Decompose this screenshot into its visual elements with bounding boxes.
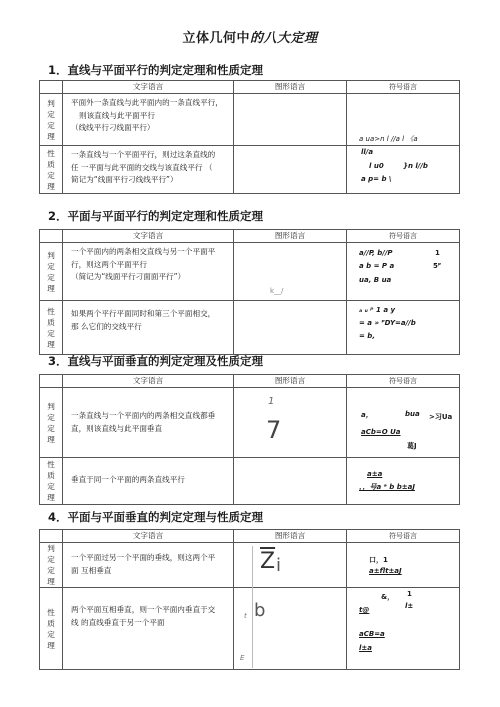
text-line: 行，则这两个平面平行 [71, 259, 147, 269]
text-line: 一条直线与一个平面平行，则过这条直线的 [71, 150, 216, 159]
row-label-text: 判定定理 [47, 250, 55, 293]
header-figure: 图形语言 [234, 375, 347, 388]
figure-mark: k__/ [270, 287, 284, 295]
figure-cell [234, 388, 347, 458]
symbol-text: = a » ᴾDY=a//b [359, 319, 416, 327]
section-heading: 1．直线与平面平行的判定定理和性质定理 [48, 63, 263, 77]
text-cell [63, 588, 234, 670]
header-symbol: 符号语言 [347, 81, 460, 94]
figure-cell [234, 146, 347, 194]
row-label [40, 146, 63, 194]
page-title [0, 27, 500, 46]
row-label-text: 性质定理 [47, 306, 55, 349]
symbol-text: t@ [359, 606, 370, 614]
row-label-text: 判定定理 [47, 98, 55, 141]
text-line: 一条直线与一个平面内的两条相交直线都垂 [71, 411, 216, 420]
symbol-cell [347, 388, 460, 458]
symbol-text: a±flt±aJ [369, 567, 402, 575]
theorem-table [39, 529, 460, 670]
row-label [40, 543, 63, 588]
figure-cell [234, 458, 347, 505]
symbol-text: 1 [435, 249, 440, 257]
header-figure: 图形语言 [234, 81, 347, 94]
symbol-text: a b = P a [359, 262, 395, 270]
symbol-cell [347, 458, 460, 505]
figure-mark: $\overline{Z}$ [260, 549, 276, 574]
symbol-text: l u0 [369, 162, 384, 170]
row-label [40, 388, 63, 458]
text-line: 简记为“线面平行刁线线平行”） [71, 175, 178, 184]
header-symbol: 符号语言 [347, 230, 460, 243]
symbol-text: l±a [359, 644, 372, 652]
symbol-text: }n l//b [403, 162, 428, 170]
symbol-text: aCB=a [359, 630, 385, 638]
symbol-text: aCb=O Ua [361, 428, 401, 436]
text-cell [63, 146, 234, 194]
symbol-cell [347, 588, 460, 670]
theorem-table [39, 374, 460, 505]
row-label [40, 301, 63, 355]
symbol-text: ₐ ᵤ ᵖ 1 a y [359, 306, 396, 314]
corner-cell [40, 375, 63, 388]
text-line: 一个平面过另一个平面的垂线，则这两个平 [71, 553, 216, 562]
text-cell [63, 94, 234, 146]
row-label-text: 判定定理 [47, 544, 55, 586]
symbol-text: l± [405, 602, 414, 610]
text-cell [63, 301, 234, 355]
theorem-table [39, 229, 460, 355]
figure-line [252, 546, 253, 668]
corner-cell [40, 81, 63, 94]
row-label-text: 性质定理 [47, 148, 55, 191]
row-label [40, 588, 63, 670]
figure-cell [234, 94, 347, 146]
symbol-text: 葛J [407, 442, 417, 450]
figure-mark: t [244, 612, 247, 620]
figure-mark: i [276, 555, 282, 576]
row-label [40, 458, 63, 505]
header-symbol: 符号语言 [347, 375, 460, 388]
text-line: （线线平行刁线面平行） [71, 123, 155, 132]
header-text: 文字语言 [63, 375, 234, 388]
symbol-cell [347, 146, 460, 194]
symbol-text: a ua>n l //a l 《a [359, 135, 418, 143]
text-cell [63, 458, 234, 505]
figure-mark: 7 [266, 416, 282, 444]
text-line: 一个平面内的两条相交直线与另一个平面平 [71, 247, 216, 256]
symbol-text: a p= b \ [361, 175, 392, 183]
section-heading: 2．平面与平面平行的判定定理和性质定理 [48, 209, 263, 223]
symbol-cell [347, 301, 460, 355]
symbol-cell [347, 543, 460, 588]
header-text: 文字语言 [63, 230, 234, 243]
header-symbol: 符号语言 [347, 530, 460, 543]
text-line: 平面外一条直线与此平面内的一条直线平行， [71, 98, 223, 107]
symbol-cell [347, 243, 460, 301]
text-line: 线 的直线垂直于另一个平面 [71, 617, 165, 627]
symbol-text: ，，号a ᵃ b b±aJ [359, 483, 415, 491]
symbol-text: ll/a [361, 148, 374, 156]
figure-mark: E [240, 654, 245, 662]
row-label-text: 判定定理 [47, 401, 55, 444]
header-figure: 图形语言 [234, 530, 347, 543]
symbol-text: 口，1 [369, 556, 388, 564]
text-cell [63, 388, 234, 458]
header-text: 文字语言 [63, 81, 234, 94]
figure-cell [234, 543, 347, 588]
row-label [40, 94, 63, 146]
symbol-text: bua [405, 410, 420, 418]
symbol-text: a±a [367, 470, 383, 478]
symbol-text: >习Ua [429, 413, 453, 421]
corner-cell [40, 230, 63, 243]
symbol-text: a//P, b//P [359, 249, 393, 257]
title-part-italic: 的八大定理 [250, 31, 318, 46]
theorem-table [39, 80, 460, 194]
title-part: 立体几何中 [182, 31, 250, 46]
figure-mark: b [254, 600, 266, 621]
figure-cell [234, 588, 347, 670]
text-line: 那 么它们的交线平行 [71, 321, 142, 331]
text-line: 垂直于同一个平面的两条直线平行 [71, 475, 185, 484]
figure-cell [234, 301, 347, 355]
text-line: 则该直线与此平面平行 [79, 110, 155, 120]
row-label [40, 243, 63, 301]
symbol-text: a， [361, 411, 373, 419]
text-line: 直，则该直线与此平面垂直 [71, 423, 163, 433]
text-line: 面 互相垂直 [71, 565, 112, 575]
section-heading: 4．平面与平面垂直的判定定理与性质定理 [48, 510, 263, 524]
section-heading: 3．直线与平面垂直的判定定理及性质定理 [48, 354, 263, 368]
text-cell [63, 543, 234, 588]
symbol-text: 5ᴾ [433, 262, 442, 270]
symbol-text: ua, B ua [359, 276, 392, 284]
text-cell [63, 243, 234, 301]
corner-cell [40, 530, 63, 543]
header-figure: 图形语言 [234, 230, 347, 243]
symbol-text: &， [381, 593, 395, 601]
text-line: 如果两个平行平面同时和第三个平面相交， [71, 309, 216, 318]
symbol-cell [347, 94, 460, 146]
row-label-text: 性质定理 [47, 607, 55, 650]
text-line: 两个平面互相垂直，则一个平面内垂直于交 [71, 605, 216, 614]
row-label-text: 性质定理 [47, 460, 55, 502]
figure-cell [234, 243, 347, 301]
text-line: 任 一平面与此平面的交线与该直线平行 （ [71, 162, 213, 172]
symbol-text: = b, [359, 332, 375, 340]
figure-mark: 1 [268, 396, 275, 407]
header-text: 文字语言 [63, 530, 234, 543]
text-line: （简记为“线面平行刁面面平行”） [71, 272, 186, 281]
symbol-text: 1 [407, 590, 412, 598]
